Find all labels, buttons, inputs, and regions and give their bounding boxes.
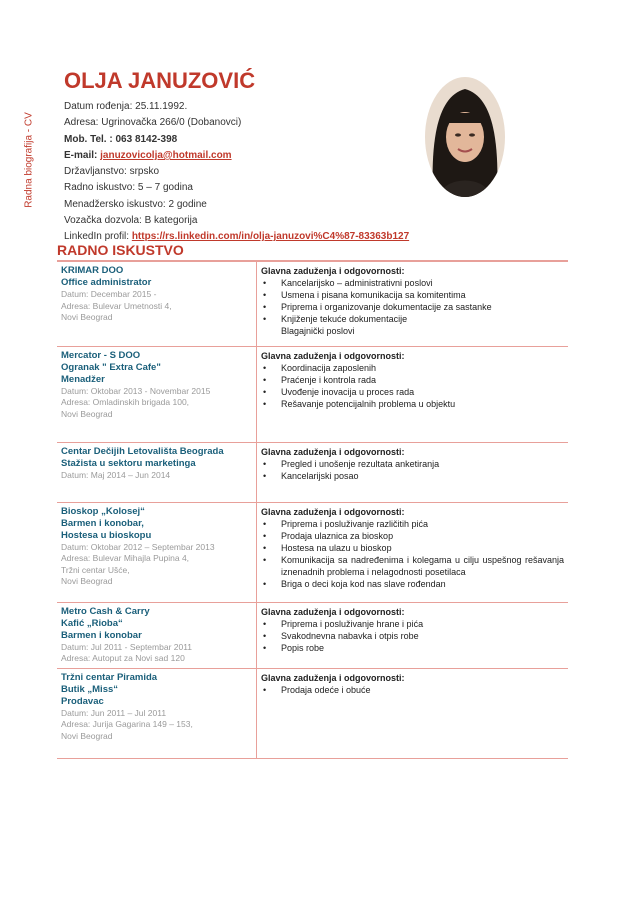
duty-text: Kancelarijski posao <box>281 470 359 481</box>
duty-item <box>261 518 564 530</box>
job-details <box>57 442 257 502</box>
responsibilities-heading: Glavna zaduženja i odgovornosti: <box>261 672 405 683</box>
management-experience: Menadžersko iskustvo: 2 godine <box>64 198 207 210</box>
duty-item <box>261 542 564 554</box>
job-meta-line: Novi Beograd <box>61 408 113 419</box>
job-responsibilities <box>257 502 569 602</box>
job-details <box>57 346 257 442</box>
duty-list <box>261 618 564 654</box>
email-row <box>64 148 409 164</box>
duty-text: Svakodnevna nabavka i otpis robe <box>281 630 419 641</box>
bullet-icon: • <box>263 630 267 641</box>
linkedin-label: LinkedIn profil: <box>64 231 132 243</box>
bullet-icon: • <box>263 290 267 300</box>
duty-item <box>261 554 564 578</box>
job-company-line: Butik „Miss“ <box>61 683 119 695</box>
job-row <box>57 502 568 602</box>
bullet-icon: • <box>263 542 267 553</box>
email-label: E-mail: <box>64 149 101 161</box>
duty-item <box>261 684 564 696</box>
phone: Mob. Tel. : 063 8142-398 <box>64 133 178 145</box>
duty-list <box>261 277 564 337</box>
job-responsibilities <box>257 262 569 346</box>
job-responsibilities <box>257 668 569 758</box>
job-meta-line: Datum: Maj 2014 – Jun 2014 <box>61 469 171 480</box>
duty-item <box>261 386 564 398</box>
linkedin-link[interactable]: https://rs.linkedin.com/in/olja-januzovi%C4%87-83363b127 <box>131 231 410 243</box>
responsibilities-heading: Glavna zaduženja i odgovornosti: <box>261 506 405 517</box>
responsibilities-heading: Glavna zaduženja i odgovornosti: <box>261 606 405 617</box>
profile-photo <box>425 77 505 197</box>
side-label: Radna biografija - CV <box>23 112 35 208</box>
duty-item <box>261 618 564 630</box>
job-meta-line: Adresa: Autoput za Novi sad 120 <box>61 653 185 663</box>
birth-date: Datum rođenja: 25.11.1992. <box>64 101 188 112</box>
bullet-icon: • <box>263 374 267 385</box>
job-meta-line: Adresa: Bulevar Mihajla Pupina 4, <box>61 553 190 563</box>
duty-text: Komunikacija sa nadređenima i kolegama u cilju uspešnog rešavanja iznenadnih problema i nelagodnosti posetilaca <box>281 554 564 577</box>
job-meta-line: Datum: Oktobar 2012 – Septembar 2013 <box>61 541 215 552</box>
job-details <box>57 502 257 602</box>
job-meta-line: Adresa: Jurija Gagarina 149 – 153, <box>61 719 193 729</box>
duty-item <box>261 470 564 482</box>
bullet-icon: • <box>263 684 267 695</box>
job-company-line: Hostesa u bioskopu <box>61 529 152 541</box>
job-responsibilities <box>257 442 569 502</box>
job-company-line: Barmen i konobar <box>61 629 142 641</box>
job-details <box>57 668 257 758</box>
duty-text: Prodaja odeće i obuće <box>281 684 371 695</box>
duty-text: Hostesa na ulazu u bioskop <box>281 542 392 553</box>
duty-item <box>261 398 564 410</box>
job-company-line: Centar Dečijih Letovališta Beograda <box>61 445 224 457</box>
job-meta-line: Datum: Oktobar 2013 - Novembar 2015 <box>61 385 211 396</box>
duty-text: Popis robe <box>281 642 325 653</box>
duty-item-extra: Blagajnički poslovi <box>281 326 355 336</box>
personal-info <box>64 99 409 246</box>
bullet-icon: • <box>263 578 267 589</box>
duty-item <box>261 313 564 325</box>
duty-text: Kancelarijsko – administrativni poslovi <box>281 278 433 288</box>
job-company-line: Kafić „Rioba“ <box>61 617 123 629</box>
duty-item <box>261 530 564 542</box>
job-company-line: Bioskop „Kolosej“ <box>61 505 145 517</box>
driving-license: Vozačka dozvola: B kategorija <box>64 215 198 227</box>
duty-list <box>261 518 564 590</box>
responsibilities-heading: Glavna zaduženja i odgovornosti: <box>261 446 405 457</box>
bullet-icon: • <box>263 314 267 324</box>
duty-list <box>261 362 564 410</box>
bullet-icon: • <box>263 470 267 481</box>
job-details <box>57 262 257 346</box>
duty-list <box>261 684 564 696</box>
job-meta-line: Novi Beograd <box>61 576 113 586</box>
job-company-line: Office administrator <box>61 277 152 288</box>
job-company-line: Ogranak " Extra Cafe" <box>61 361 161 373</box>
job-company-line: Stažista u sektoru marketinga <box>61 457 196 469</box>
job-row <box>57 442 568 502</box>
duty-item <box>261 642 564 654</box>
duty-text: Briga o deci koja kod nas slave rođendan <box>281 578 446 589</box>
bullet-icon: • <box>263 398 267 409</box>
job-company-line: Barmen i konobar, <box>61 517 144 529</box>
job-row <box>57 602 568 668</box>
duty-item <box>261 374 564 386</box>
job-meta-line: Tržni centar Ušće, <box>61 564 130 575</box>
job-company-line: Tržni centar Piramida <box>61 671 158 683</box>
job-meta-line: Adresa: Omladinskih brigada 100, <box>61 397 190 407</box>
duty-text: Rešavanje potencijalnih problema u objektu <box>281 398 456 409</box>
duty-text: Uvođenje inovacija u proces rada <box>281 386 415 397</box>
job-row <box>57 262 568 346</box>
responsibilities-heading: Glavna zaduženja i odgovornosti: <box>261 350 405 361</box>
job-company-line: KRIMAR DOO <box>61 265 124 276</box>
duty-text: Usmena i pisana komunikacija sa komitentima <box>281 290 466 300</box>
bullet-icon: • <box>263 642 267 653</box>
section-title: RADNO ISKUSTVO <box>57 242 184 258</box>
bullet-icon: • <box>263 362 267 373</box>
job-company-line: Prodavac <box>61 695 104 707</box>
address: Adresa: Ugrinovačka 266/0 (Dobanovci) <box>64 117 242 129</box>
bullet-icon: • <box>263 554 267 565</box>
bullet-icon: • <box>263 386 267 397</box>
duty-item <box>261 277 564 289</box>
duty-item <box>261 289 564 301</box>
bullet-icon: • <box>263 530 267 541</box>
duty-text: Knjiženje tekuće dokumentacije <box>281 314 408 324</box>
job-company-line: Mercator - S DOO <box>61 349 141 361</box>
bullet-icon: • <box>263 458 267 469</box>
duty-text: Priprema i organizovanje dokumentacije za sastanke <box>281 302 492 312</box>
candidate-name: OLJA JANUZOVIĆ <box>64 68 256 93</box>
bullet-icon: • <box>263 278 267 288</box>
duty-list <box>261 458 564 482</box>
jobs-table <box>57 262 568 759</box>
job-row <box>57 346 568 442</box>
bullet-icon: • <box>263 618 267 629</box>
duty-item <box>261 630 564 642</box>
job-company-line: Metro Cash & Carry <box>61 605 150 617</box>
job-meta-line: Adresa: Bulevar Umetnosti 4, <box>61 300 172 311</box>
bullet-icon: • <box>263 302 267 312</box>
duty-text: Koordinacija zaposlenih <box>281 362 377 373</box>
job-meta-line: Datum: Jun 2011 – Jul 2011 <box>61 707 167 718</box>
duty-text: Pregled i unošenje rezultata anketiranja <box>281 458 440 469</box>
duty-text: Priprema i posluživanje hrane i pića <box>281 618 424 629</box>
citizenship: Državljanstvo: srpsko <box>64 166 160 178</box>
duty-text: Praćenje i kontrola rada <box>281 374 377 385</box>
work-experience: Radno iskustvo: 5 – 7 godina <box>64 182 193 194</box>
email-link[interactable]: januzovicolja@hotmail.com <box>100 149 232 161</box>
duty-item <box>261 362 564 374</box>
bullet-icon: • <box>263 518 267 529</box>
duty-item <box>261 458 564 470</box>
job-company-line: Menadžer <box>61 373 105 385</box>
duty-item <box>261 301 564 313</box>
duty-text: Prodaja ulaznica za bioskop <box>281 530 394 541</box>
duty-item <box>261 578 564 590</box>
job-meta-line: Novi Beograd <box>61 312 113 322</box>
job-meta-line: Datum: Jul 2011 - Septembar 2011 <box>61 641 193 652</box>
job-responsibilities <box>257 346 569 442</box>
job-meta-line: Datum: Decembar 2015 - <box>61 289 157 299</box>
job-meta-line: Novi Beograd <box>61 730 113 741</box>
job-details <box>57 602 257 668</box>
duty-text: Priprema i posluživanje različitih pića <box>281 518 429 529</box>
job-row <box>57 668 568 758</box>
responsibilities-heading: Glavna zaduženja i odgovornosti: <box>261 266 405 276</box>
job-responsibilities <box>257 602 569 668</box>
